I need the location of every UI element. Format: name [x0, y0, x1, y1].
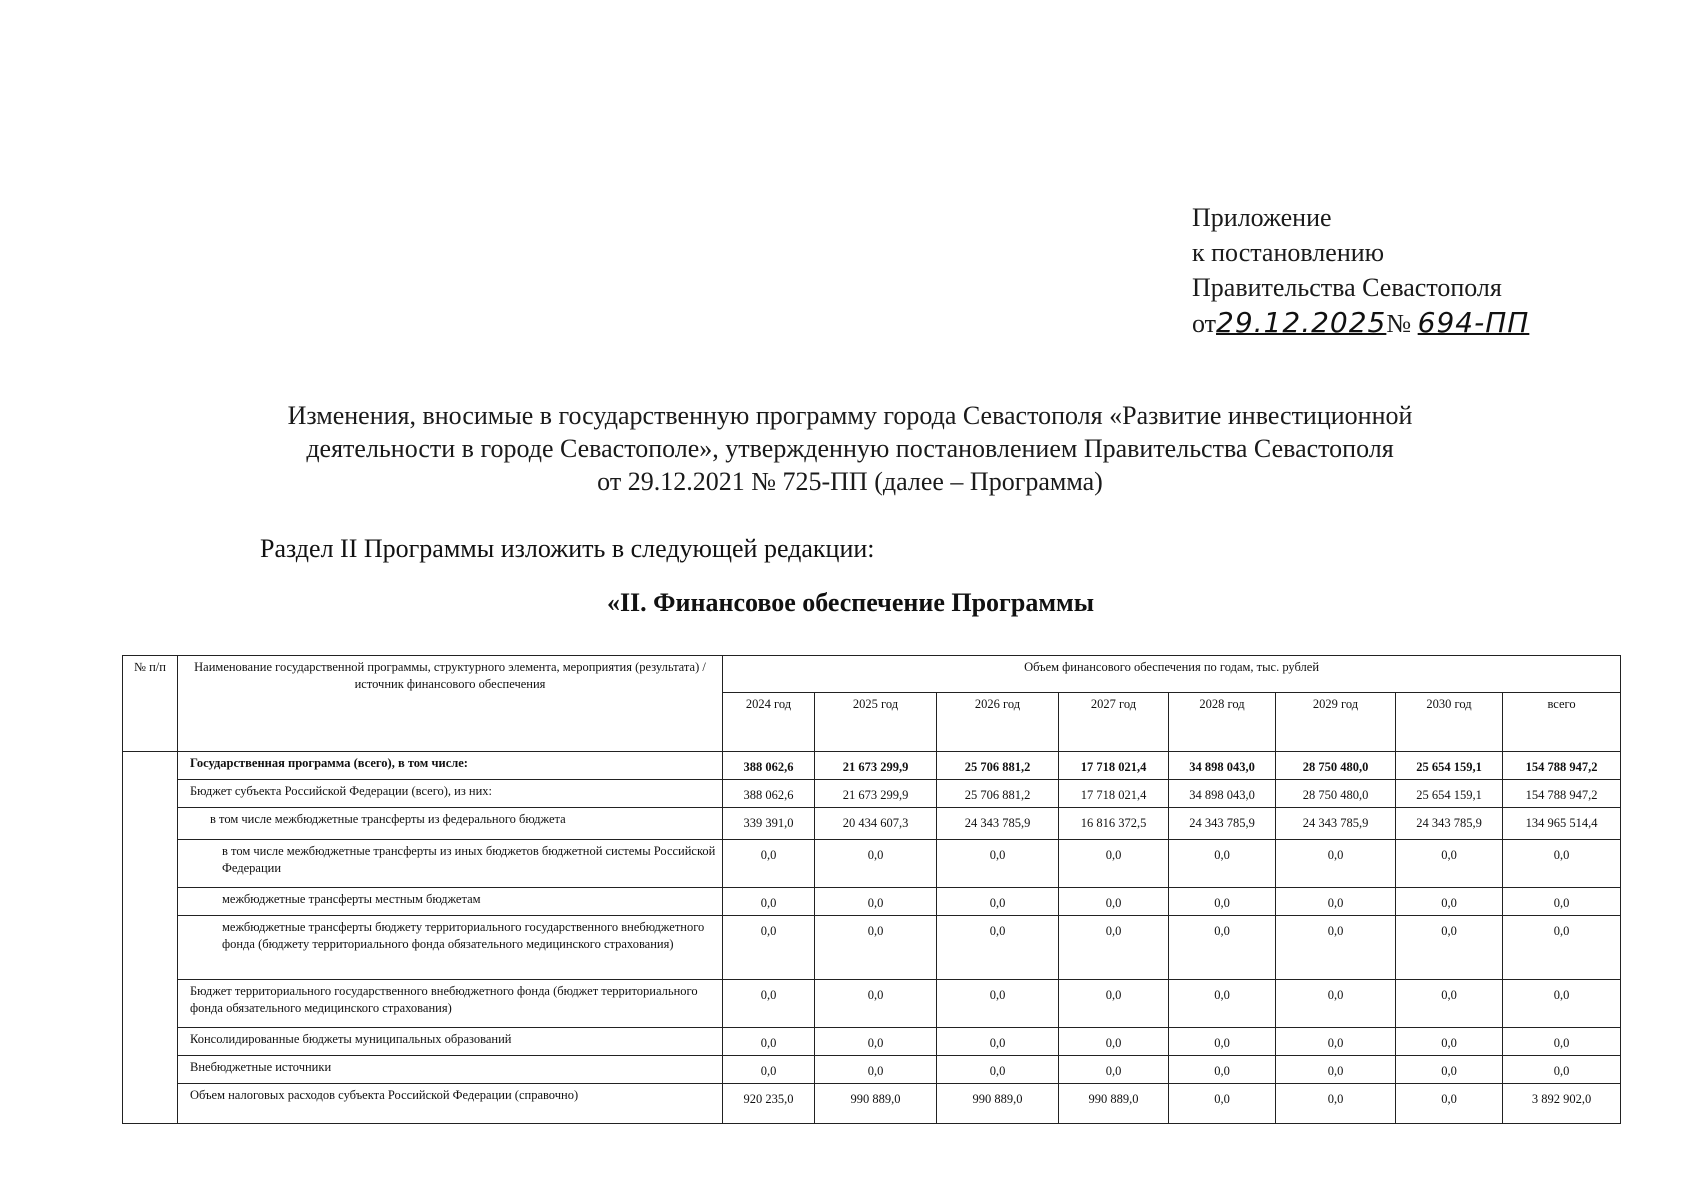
value-cell: 16 816 372,5 — [1059, 808, 1169, 840]
value-cell: 990 889,0 — [1059, 1084, 1169, 1124]
table-row — [123, 780, 1621, 808]
value-cell: 0,0 — [1396, 888, 1503, 916]
row-name: межбюджетные трансферты бюджету территориального государственного внебюджетного фонда (бюджету территориального фонда обязательного медицинского страхования) — [178, 916, 723, 980]
date-prefix: от — [1192, 309, 1217, 338]
header-year: 2026 год — [937, 693, 1059, 752]
value-cell: 0,0 — [815, 840, 937, 888]
value-cell: 0,0 — [815, 916, 937, 980]
table-row — [123, 916, 1621, 980]
appendix-line-2: к постановлению — [1192, 238, 1385, 267]
value-cell: 34 898 043,0 — [1169, 780, 1276, 808]
value-cell: 0,0 — [723, 980, 815, 1028]
value-cell: 3 892 902,0 — [1503, 1084, 1621, 1124]
value-cell: 388 062,6 — [723, 780, 815, 808]
value-cell: 0,0 — [1276, 888, 1396, 916]
row-number-cell — [123, 752, 178, 1124]
row-name: в том числе межбюджетные трансферты из иных бюджетов бюджетной системы Российской Федерации — [178, 840, 723, 888]
value-cell: 0,0 — [1276, 1028, 1396, 1056]
value-cell: 0,0 — [1276, 840, 1396, 888]
value-cell: 0,0 — [1169, 980, 1276, 1028]
title-line-2: деятельности в городе Севастополе», утвержденную постановлением Правительства Севастополя — [306, 434, 1394, 463]
row-name: Консолидированные бюджеты муниципальных образований — [178, 1028, 723, 1056]
value-cell: 24 343 785,9 — [1169, 808, 1276, 840]
value-cell: 25 654 159,1 — [1396, 780, 1503, 808]
header-total: всего — [1503, 693, 1621, 752]
value-cell: 0,0 — [1503, 888, 1621, 916]
handwritten-number: 694-ПП — [1417, 306, 1530, 339]
table-row — [123, 1028, 1621, 1056]
value-cell: 154 788 947,2 — [1503, 780, 1621, 808]
row-name: межбюджетные трансферты местным бюджетам — [178, 888, 723, 916]
value-cell: 0,0 — [815, 1028, 937, 1056]
row-name: Государственная программа (всего), в том числе: — [178, 752, 723, 780]
table-row — [123, 840, 1621, 888]
header-year: 2027 год — [1059, 693, 1169, 752]
handwritten-date: 29.12.2025 — [1216, 306, 1387, 339]
value-cell: 17 718 021,4 — [1059, 780, 1169, 808]
value-cell: 20 434 607,3 — [815, 808, 937, 840]
appendix-block — [1192, 200, 1529, 341]
value-cell: 34 898 043,0 — [1169, 752, 1276, 780]
header-year: 2030 год — [1396, 693, 1503, 752]
value-cell: 0,0 — [723, 888, 815, 916]
value-cell: 0,0 — [723, 1028, 815, 1056]
value-cell: 0,0 — [1169, 916, 1276, 980]
value-cell: 990 889,0 — [937, 1084, 1059, 1124]
table-row — [123, 980, 1621, 1028]
header-num: № п/п — [123, 656, 178, 752]
value-cell: 24 343 785,9 — [1396, 808, 1503, 840]
value-cell: 0,0 — [1276, 1084, 1396, 1124]
value-cell: 0,0 — [723, 1056, 815, 1084]
value-cell: 0,0 — [1169, 1028, 1276, 1056]
value-cell: 0,0 — [1169, 1056, 1276, 1084]
value-cell: 990 889,0 — [815, 1084, 937, 1124]
value-cell: 134 965 514,4 — [1503, 808, 1621, 840]
value-cell: 920 235,0 — [723, 1084, 815, 1124]
row-name: Бюджет субъекта Российской Федерации (всего), из них: — [178, 780, 723, 808]
value-cell: 25 706 881,2 — [937, 752, 1059, 780]
number-prefix: № — [1386, 309, 1412, 338]
value-cell: 0,0 — [937, 980, 1059, 1028]
value-cell: 0,0 — [1059, 980, 1169, 1028]
value-cell: 0,0 — [1059, 1028, 1169, 1056]
value-cell: 0,0 — [1396, 1056, 1503, 1084]
value-cell: 0,0 — [1503, 1028, 1621, 1056]
row-name: Объем налоговых расходов субъекта Российской Федерации (справочно) — [178, 1084, 723, 1124]
value-cell: 0,0 — [1059, 916, 1169, 980]
header-year: 2024 год — [723, 693, 815, 752]
value-cell: 0,0 — [937, 1028, 1059, 1056]
value-cell: 0,0 — [1396, 840, 1503, 888]
financing-table — [122, 655, 1621, 1124]
value-cell: 0,0 — [723, 916, 815, 980]
value-cell: 0,0 — [1059, 840, 1169, 888]
header-name: Наименование государственной программы, структурного элемента, мероприятия (результата) / источник финансового обеспечения — [178, 656, 723, 752]
value-cell: 28 750 480,0 — [1276, 752, 1396, 780]
value-cell: 0,0 — [815, 1056, 937, 1084]
value-cell: 0,0 — [1396, 916, 1503, 980]
value-cell: 0,0 — [1396, 1084, 1503, 1124]
value-cell: 25 706 881,2 — [937, 780, 1059, 808]
header-year: 2029 год — [1276, 693, 1396, 752]
appendix-date-line — [1192, 305, 1529, 341]
appendix-line-3: Правительства Севастополя — [1192, 273, 1502, 302]
value-cell: 24 343 785,9 — [1276, 808, 1396, 840]
value-cell: 0,0 — [937, 1056, 1059, 1084]
value-cell: 154 788 947,2 — [1503, 752, 1621, 780]
value-cell: 0,0 — [1169, 1084, 1276, 1124]
table-row — [123, 808, 1621, 840]
value-cell: 0,0 — [1059, 1056, 1169, 1084]
appendix-line-1: Приложение — [1192, 203, 1332, 232]
value-cell: 28 750 480,0 — [1276, 780, 1396, 808]
value-cell: 25 654 159,1 — [1396, 752, 1503, 780]
value-cell: 0,0 — [937, 888, 1059, 916]
header-year: 2025 год — [815, 693, 937, 752]
document-title — [130, 399, 1570, 498]
value-cell: 0,0 — [1503, 980, 1621, 1028]
value-cell: 0,0 — [1276, 1056, 1396, 1084]
table-row — [123, 1084, 1621, 1124]
value-cell: 21 673 299,9 — [815, 752, 937, 780]
value-cell: 0,0 — [1169, 840, 1276, 888]
table-body — [123, 752, 1621, 1124]
value-cell: 21 673 299,9 — [815, 780, 937, 808]
table-row — [123, 752, 1621, 780]
table-row — [123, 1056, 1621, 1084]
value-cell: 0,0 — [937, 916, 1059, 980]
value-cell: 24 343 785,9 — [937, 808, 1059, 840]
value-cell: 0,0 — [723, 840, 815, 888]
value-cell: 0,0 — [1059, 888, 1169, 916]
value-cell: 0,0 — [937, 840, 1059, 888]
section-heading: «II. Финансовое обеспечение Программы — [606, 588, 1095, 617]
value-cell: 0,0 — [815, 888, 937, 916]
value-cell: 0,0 — [1396, 1028, 1503, 1056]
value-cell: 17 718 021,4 — [1059, 752, 1169, 780]
title-line-1: Изменения, вносимые в государственную программу города Севастополя «Развитие инвестиционной — [287, 401, 1413, 430]
header-volume: Объем финансового обеспечения по годам, тыс. рублей — [723, 656, 1621, 693]
value-cell: 0,0 — [1169, 888, 1276, 916]
value-cell: 0,0 — [815, 980, 937, 1028]
value-cell: 0,0 — [1276, 980, 1396, 1028]
value-cell: 339 391,0 — [723, 808, 815, 840]
value-cell: 0,0 — [1276, 916, 1396, 980]
instruction-text: Раздел II Программы изложить в следующей редакции: — [260, 534, 875, 563]
value-cell: 0,0 — [1503, 1056, 1621, 1084]
value-cell: 0,0 — [1503, 916, 1621, 980]
row-name: Бюджет территориального государственного внебюджетного фонда (бюджет территориального фонда обязательного медицинского страхования) — [178, 980, 723, 1028]
title-line-3: от 29.12.2021 № 725-ПП (далее – Программа) — [597, 467, 1103, 496]
row-name: Внебюджетные источники — [178, 1056, 723, 1084]
value-cell: 388 062,6 — [723, 752, 815, 780]
table-row — [123, 888, 1621, 916]
header-year: 2028 год — [1169, 693, 1276, 752]
row-name: в том числе межбюджетные трансферты из федерального бюджета — [178, 808, 723, 840]
value-cell: 0,0 — [1396, 980, 1503, 1028]
value-cell: 0,0 — [1503, 840, 1621, 888]
